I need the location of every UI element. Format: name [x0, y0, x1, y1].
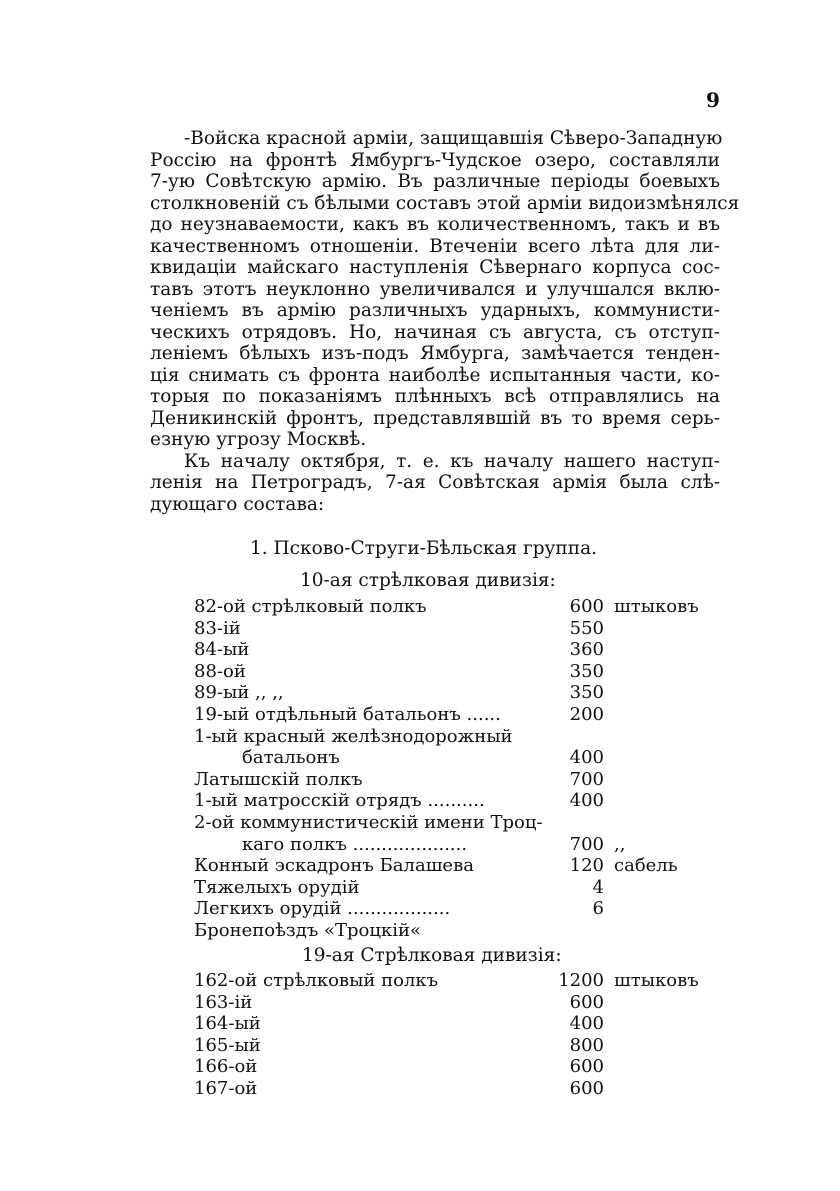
table-row: [194, 618, 724, 640]
unit-strength: 600: [569, 991, 604, 1013]
text-line: тавъ этотъ неуклонно увеличивался и улучшался вклю-: [150, 278, 720, 300]
unit-name: 1-ый матросскій отрядъ ..........: [194, 790, 485, 812]
table-row: [194, 1035, 724, 1057]
unit-strength: 600: [569, 1056, 604, 1078]
unit-name: 1-ый красный желѣзнодорожный: [194, 725, 513, 747]
body-text: [150, 128, 740, 515]
table-row: [194, 855, 724, 877]
text-line: до неузнаваемости, какъ въ количественномъ, такъ и въ: [150, 214, 720, 235]
unit-strength: 120: [569, 855, 604, 877]
unit-name: 89-ый ,, ,,: [194, 682, 284, 704]
unit-name: 165-ый: [194, 1034, 261, 1056]
table-row: [194, 769, 724, 791]
table-row: [194, 790, 724, 812]
unit-strength: 1200: [558, 970, 604, 991]
unit-strength: 700: [569, 768, 604, 790]
division-title-10: 10-ая стрѣлковая дивизія:: [300, 570, 556, 591]
text-line: Россію на фронтѣ Ямбургъ-Чудское озеро, составляли: [150, 149, 720, 171]
unit-name: 166-ой: [194, 1056, 258, 1078]
unit-name: 83-ій: [194, 617, 241, 639]
division-10-table: [194, 596, 724, 942]
text-line: езную угрозу Москвѣ.: [150, 429, 367, 450]
text-line: Деникинскій фронтъ, представлявшій въ то время серь-: [150, 407, 720, 429]
table-row: [194, 877, 724, 899]
text-line: ленія на Петроградъ, 7-ая Совѣтская армія была слѣ-: [150, 472, 720, 493]
unit-strength: 400: [569, 1013, 604, 1035]
table-row: [194, 704, 724, 726]
text-line: ческихъ отрядовъ. Но, начиная съ августа, съ отступ-: [150, 321, 720, 343]
table-row: [194, 898, 724, 920]
page-number: 9: [706, 88, 720, 112]
text-line: дующаго состава:: [150, 493, 325, 515]
text-line: ченіемъ въ армію различныхъ ударныхъ, коммунисти-: [150, 300, 720, 321]
unit-name: 82-ой стрѣлковый полкъ: [194, 596, 427, 617]
table-row: [194, 596, 724, 618]
unit-name: 19-ый отдѣльный батальонъ ......: [194, 703, 501, 725]
table-row: [194, 639, 724, 661]
unit-strength: 600: [569, 596, 604, 617]
text-line: качественномъ отношеніи. Втеченіи всего лѣта для ли-: [150, 235, 720, 257]
text-line: леніемъ бѣлыхъ изъ-подъ Ямбурга, замѣчается тенден-: [150, 343, 720, 364]
unit-name: Латышскій полкъ: [194, 768, 363, 790]
table-row: [194, 812, 724, 834]
text-line: столкновеній съ бѣлыми составъ этой арміи видоизмѣнялся: [150, 192, 740, 214]
text-line: 7-ую Совѣтскую армію. Въ различные періоды боевыхъ: [150, 171, 720, 192]
division-title-19: 19-ая Стрѣлковая дивизія:: [302, 945, 562, 966]
unit-name: батальонъ: [242, 747, 340, 769]
unit-name: каго полкъ ....................: [242, 833, 468, 855]
unit-measure: штыковъ: [614, 596, 699, 617]
table-row: [194, 834, 724, 856]
unit-name: 2-ой коммунистическій имени Троц-: [194, 811, 543, 833]
unit-strength: 400: [569, 747, 604, 769]
division-19-table: [194, 970, 724, 1100]
table-row: [194, 1056, 724, 1078]
table-row: [194, 992, 724, 1014]
unit-strength: 4: [592, 876, 604, 898]
unit-name: Тяжелыхъ орудій: [194, 876, 360, 898]
unit-measure: сабель: [614, 855, 678, 877]
text-line: торыя по показаніямъ плѣнныхъ всѣ отправлялись на: [150, 386, 720, 407]
table-row: [194, 1078, 724, 1100]
unit-strength: 350: [569, 660, 604, 682]
unit-name: 167-ой: [194, 1077, 258, 1099]
table-row: [194, 970, 724, 992]
unit-strength: 6: [592, 898, 604, 920]
paragraph-1: [150, 128, 740, 451]
text-line: квидаціи майскаго наступленія Сѣвернаго корпуса сос-: [150, 257, 720, 278]
unit-name: 84-ый: [194, 639, 250, 661]
unit-strength: 200: [569, 703, 604, 725]
unit-strength: 400: [569, 790, 604, 812]
unit-name: 88-ой: [194, 660, 246, 682]
table-row: [194, 661, 724, 683]
group-title: 1. Псково-Струги-Бѣльская группа.: [250, 538, 597, 559]
table-row: [194, 682, 724, 704]
table-row: [194, 726, 724, 748]
unit-measure: ,,: [614, 833, 626, 855]
unit-strength: 550: [569, 617, 604, 639]
unit-name: Конный эскадронъ Балашева: [194, 855, 474, 877]
unit-strength: 800: [569, 1034, 604, 1056]
text-line: Къ началу октября, т. е. къ началу нашего наступ-: [184, 450, 720, 472]
text-line: -Войска красной арміи, защищавшія Сѣверо-Западную: [184, 128, 723, 149]
text-line: ція снимать съ фронта наиболѣе испытанныя части, ко-: [150, 364, 720, 386]
unit-name: Легкихъ орудій ..................: [194, 898, 451, 920]
unit-strength: 350: [569, 682, 604, 704]
unit-measure: штыковъ: [614, 970, 699, 991]
unit-name: Бронепоѣздъ «Троцкій«: [194, 919, 421, 941]
unit-name: 162-ой стрѣлковый полкъ: [194, 970, 439, 991]
table-row: [194, 1013, 724, 1035]
unit-name: 163-ій: [194, 991, 253, 1013]
unit-name: 164-ый: [194, 1013, 261, 1035]
paragraph-2: [150, 451, 720, 516]
table-row: [194, 920, 724, 942]
table-row: [194, 747, 724, 769]
unit-strength: 700: [569, 833, 604, 855]
unit-strength: 360: [569, 639, 604, 661]
unit-strength: 600: [569, 1077, 604, 1099]
